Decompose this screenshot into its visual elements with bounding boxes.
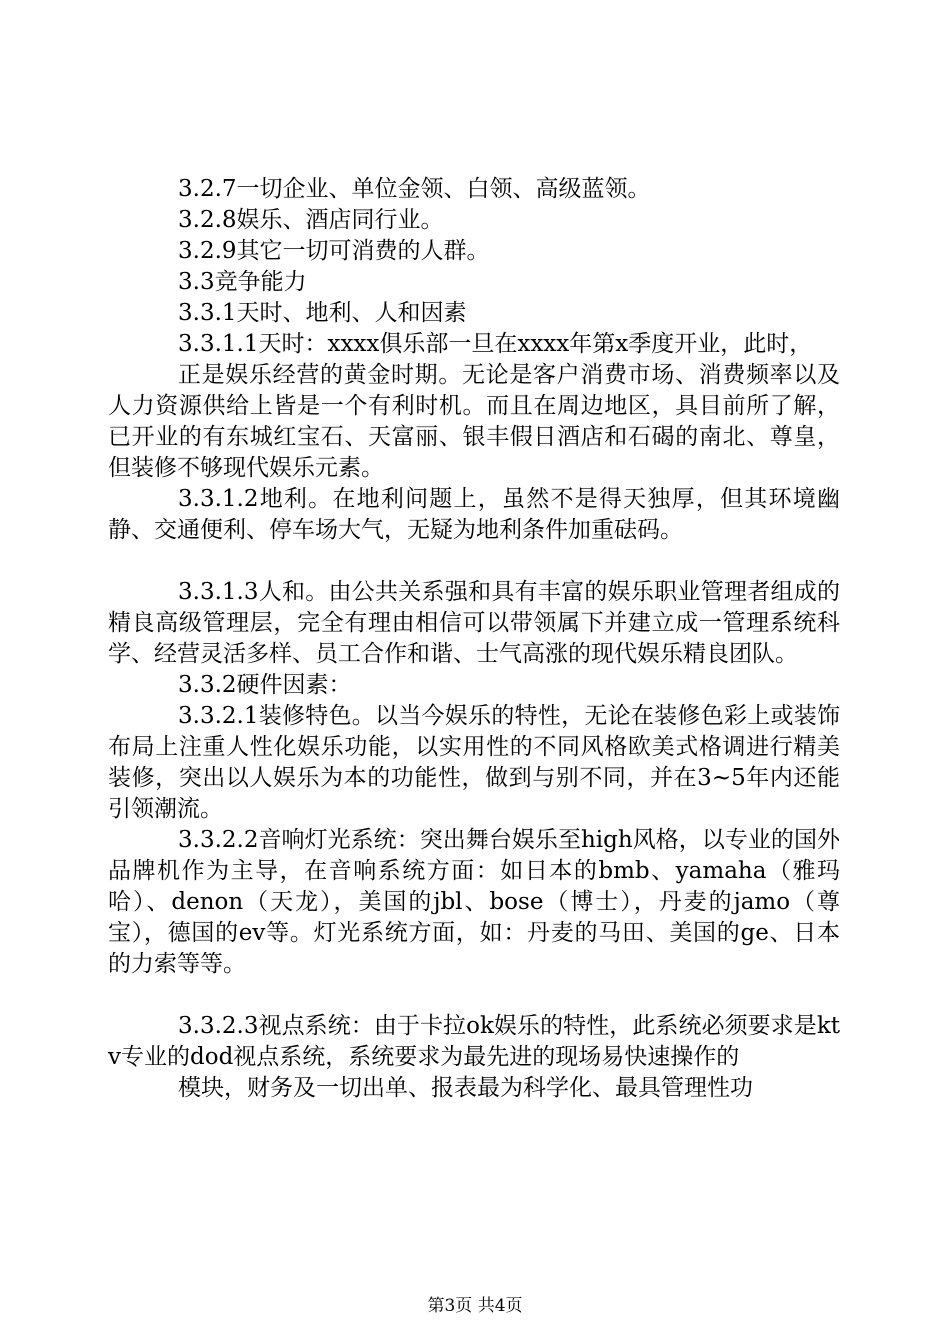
paragraph-3-3-1-3: 3.3.1.3人和。由公共关系强和具有丰富的娱乐职业管理者组成的精良高级管理层，完全有理由相信可以带领属下并建立成一管理系统科学、经营灵活多样、员工合作和谐、士气高涨的现代娱乐精良团队。 (108, 579, 840, 667)
paragraph-continuation: 模块，财务及一切出单、报表最为科学化、最具管理性功 (178, 1075, 753, 1101)
subsection-heading-3-3-2: 3.3.2硬件因素： (178, 672, 352, 698)
page-footer: 第3页 共4页 (427, 1296, 523, 1316)
paragraph-3-2-9: 3.2.9其它一切可消费的人群。 (178, 238, 490, 264)
paragraph-continuation: 正是娱乐经营的黄金时期。无论是客户消费市场、消费频率以及人力资源供给上皆是一个有利时机。而且在周边地区，具目前所了解，已开业的有东城红宝石、天富丽、银丰假日酒店和石碣的南北、尊皇，但装修不够现代娱乐元素。 (108, 362, 840, 481)
paragraph-gap (108, 980, 840, 1011)
subsection-heading-3-3-1: 3.3.1天时、地利、人和因素 (178, 300, 467, 326)
paragraph-3-3-1-1: 3.3.1.1天时：xxxx俱乐部一旦在xxxx年第x季度开业，此时， (178, 331, 813, 357)
paragraph-3-3-2-2: 3.3.2.2音响灯光系统：突出舞台娱乐至high风格，以专业的国外品牌机作为主导，在音响系统方面：如日本的bmb、yamaha（雅玛哈）、denon（天龙），美国的jbl、bose（博士），丹麦的jamo（尊宝），德国的ev等。灯光系统方面，如：丹麦的马田、美国的ge、日本的力索等等。 (108, 827, 840, 977)
paragraph-3-2-8: 3.2.8娱乐、酒店同行业。 (178, 207, 444, 233)
section-heading-3-3: 3.3竞争能力 (178, 269, 307, 295)
document-body (108, 174, 840, 1104)
paragraph-gap (108, 546, 840, 577)
paragraph-3-3-2-1: 3.3.2.1装修特色。以当今娱乐的特性，无论在装修色彩上或装饰布局上注重人性化娱乐功能，以实用性的不同风格欧美式格调进行精美装修，突出以人娱乐为本的功能性，做到与别不同，并在3~5年内还能引领潮流。 (108, 703, 840, 822)
paragraph-3-3-2-3: 3.3.2.3视点系统：由于卡拉ok娱乐的特性，此系统必须要求是ktv专业的dod视点系统，系统要求为最先进的现场易快速操作的 (108, 1013, 840, 1070)
paragraph-3-2-7: 3.2.7一切企业、单位金领、白领、高级蓝领。 (178, 176, 651, 202)
paragraph-3-3-1-2: 3.3.1.2地利。在地利问题上，虽然不是得天独厚，但其环境幽静、交通便利、停车场大气，无疑为地利条件加重砝码。 (108, 486, 840, 543)
